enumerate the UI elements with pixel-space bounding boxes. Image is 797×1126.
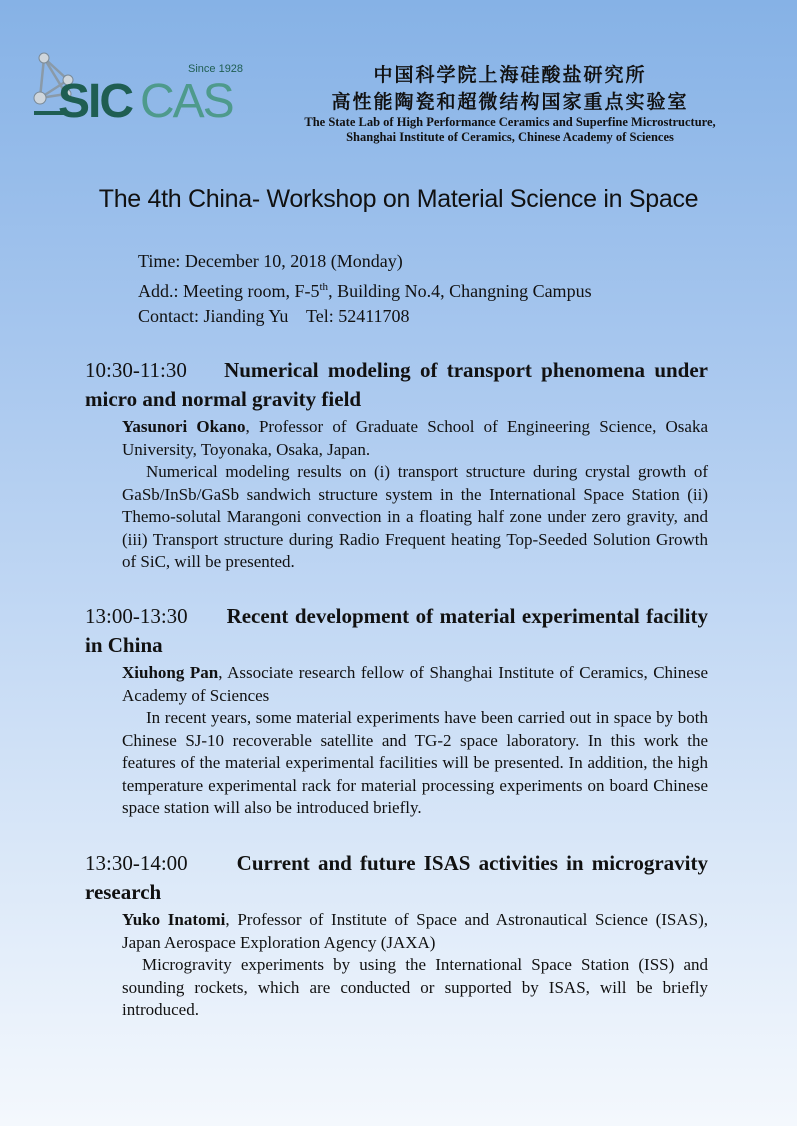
svg-text:Since 1928: Since 1928 [188,63,244,75]
speaker-affiliation: , Professor of Institute of Space and Astronautical Science (ISAS), Japan Aerospace Exploration Agency (JAXA) [122,910,709,952]
session-2 [85,602,708,820]
session-time: 10:30-11:30 [85,358,187,382]
svg-text:SIC: SIC [58,75,133,125]
session-time: 13:30-14:00 [85,851,188,875]
institute-name-cn: 中国科学院上海硅酸盐研究所 [373,64,647,86]
speaker-affiliation: , Professor of Graduate School of Engineering Science, Osaka University, Toyonaka, Osaka, Japan. [122,417,708,459]
speaker-name: Yuko Inatomi [122,910,226,929]
session-1 [85,356,708,574]
logo-molecule-icon [30,50,245,125]
session-abstract: In recent years, some material experiments have been carried out in space by both Chinese SJ-10 recoverable satellite and TG-2 space laboratory. In this work the features of the material experimental facilities will be presented. In addition, the high temperature experimental rack for material processing experiments on board Chinese space station will also be introduced briefly. [122,708,708,817]
event-contact: Contact: Jianding Yu Tel: 52411708 [138,306,410,326]
page-title: The 4th China- Workshop on Material Science in Space [98,185,699,213]
lab-name-cn: 高性能陶瓷和超微结构国家重点实验室 [331,91,689,113]
session-title: Current and future ISAS activities in microgravity research [85,851,708,904]
event-time: Time: December 10, 2018 (Monday) [138,251,403,271]
lab-name-en: The State Lab of High Performance Ceramics and Superfine Microstructure, [304,115,716,129]
event-info [138,249,592,330]
session-time: 13:00-13:30 [85,604,188,628]
session-title: Numerical modeling of transport phenomena under micro and normal gravity field [85,358,709,411]
session-abstract: Numerical modeling results on (i) transport structure during crystal growth of GaSb/InSb/GaSb sandwich structure system in the International Space Station (ii) Themo-solutal Marangoni convection in a floating half zone under zero gravity, and (iii) Transport structure during Radio Frequent heating Top-Seeded Solution Growth of SiC, will be presented. [122,462,708,571]
speaker-name: Yasunori Okano [122,417,246,436]
siccas-logo [30,50,245,125]
session-abstract: Microgravity experiments by using the International Space Station (ISS) and sounding rockets, which are conducted or supported by ISAS, will be briefly introduced. [122,955,708,1019]
session-3 [85,849,708,1022]
event-address: Add.: Meeting room, F-5th, Building No.4, Changning Campus [138,280,592,301]
speaker-affiliation: , Associate research fellow of Shanghai Institute of Ceramics, Chinese Academy of Sciences [122,663,708,705]
speaker-name: Xiuhong Pan [122,663,219,682]
session-title: Recent development of material experimental facility in China [85,604,708,657]
institute-name-en: Shanghai Institute of Ceramics, Chinese Academy of Sciences [346,130,674,144]
svg-text:CAS: CAS [140,75,233,125]
